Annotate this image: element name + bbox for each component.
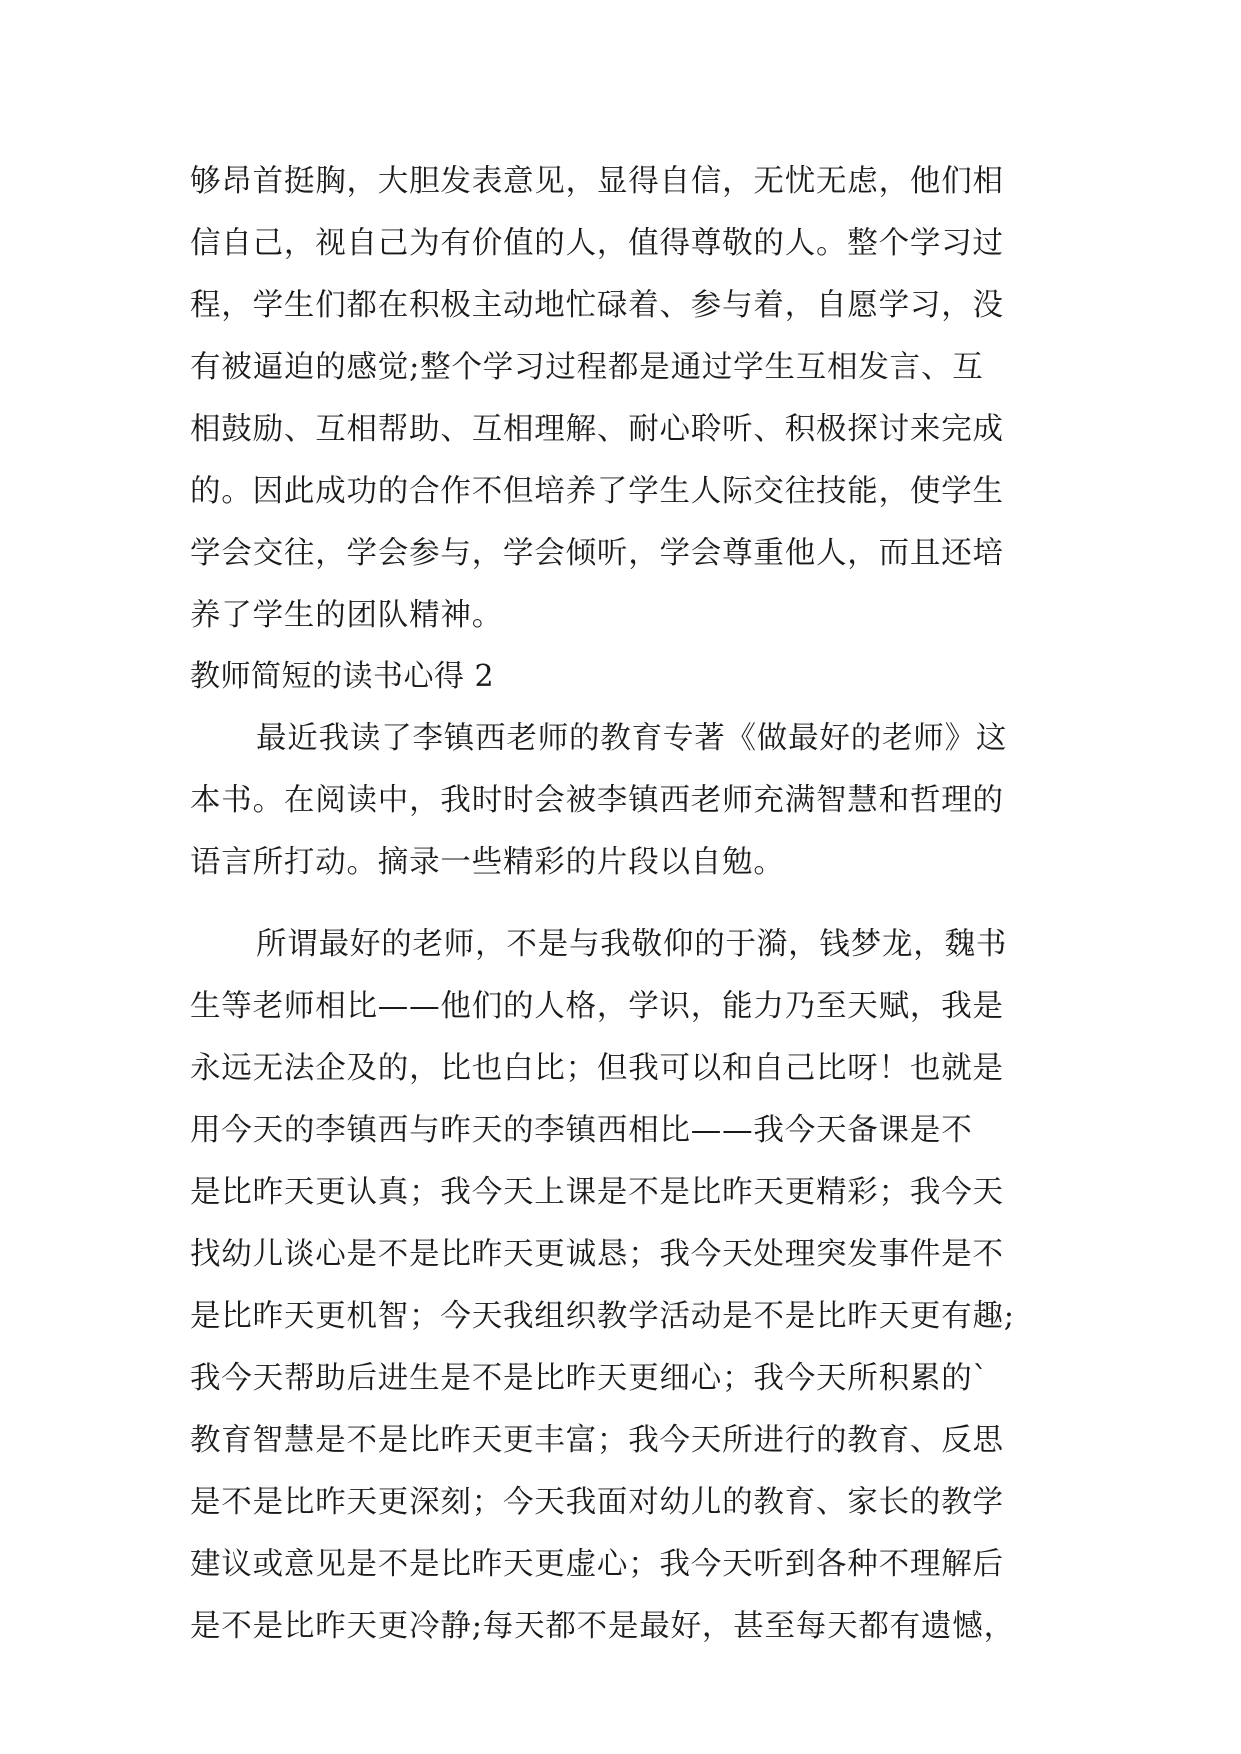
paragraph-line: 相鼓励、互相帮助、互相理解、耐心聆听、积极探讨来完成 xyxy=(190,412,1004,447)
paragraph-line: 生等老师相比——他们的人格，学识，能力乃至天赋，我是 xyxy=(190,989,1004,1024)
paragraph-line: 养了学生的团队精神。 xyxy=(190,598,503,633)
paragraph-line: 够昂首挺胸，大胆发表意见，显得自信，无忧无虑，他们相 xyxy=(190,164,1004,199)
paragraph-line: 程，学生们都在积极主动地忙碌着、参与着，自愿学习，没 xyxy=(190,288,1004,323)
paragraph-line: 本书。在阅读中，我时时会被李镇西老师充满智慧和哲理的 xyxy=(190,783,1004,818)
paragraph-line: 有被逼迫的感觉;整个学习过程都是通过学生互相发言、互 xyxy=(190,350,984,385)
section-heading: 教师简短的读书心得 2 xyxy=(190,659,495,694)
paragraph-line: 是不是比昨天更冷静;每天都不是最好，甚至每天都有遗憾， xyxy=(190,1609,1015,1644)
paragraph-line: 是比昨天更认真；我今天上课是不是比昨天更精彩；我今天 xyxy=(190,1175,1004,1210)
paragraph-line: 学会交往，学会参与，学会倾听，学会尊重他人，而且还培 xyxy=(190,536,1004,571)
paragraph-line: 语言所打动。摘录一些精彩的片段以自勉。 xyxy=(190,845,785,880)
paragraph-line: 信自己，视自己为有价值的人，值得尊敬的人。整个学习过 xyxy=(190,226,1004,261)
paragraph-line: 找幼儿谈心是不是比昨天更诚恳；我今天处理突发事件是不 xyxy=(190,1237,1004,1272)
paragraph-line: 的。因此成功的合作不但培养了学生人际交往技能，使学生 xyxy=(190,474,1004,509)
paragraph-line: 永远无法企及的，比也白比；但我可以和自己比呀！也就是 xyxy=(190,1051,1004,1086)
paragraph-line: 教育智慧是不是比昨天更丰富；我今天所进行的教育、反思 xyxy=(190,1423,1004,1458)
paragraph-line: 建议或意见是不是比昨天更虚心；我今天听到各种不理解后 xyxy=(190,1547,1004,1582)
paragraph-line: 所谓最好的老师，不是与我敬仰的于漪，钱梦龙，魏书 xyxy=(256,927,1008,962)
paragraph-line: 是比昨天更机智；今天我组织教学活动是不是比昨天更有趣; xyxy=(190,1299,1015,1334)
paragraph-line: 是不是比昨天更深刻；今天我面对幼儿的教育、家长的教学 xyxy=(190,1485,1004,1520)
paragraph-line: 最近我读了李镇西老师的教育专著《做最好的老师》这 xyxy=(256,721,1008,756)
paragraph-line: 我今天帮助后进生是不是比昨天更细心；我今天所积累的` xyxy=(190,1361,989,1396)
paragraph-line: 用今天的李镇西与昨天的李镇西相比——我今天备课是不 xyxy=(190,1113,973,1148)
